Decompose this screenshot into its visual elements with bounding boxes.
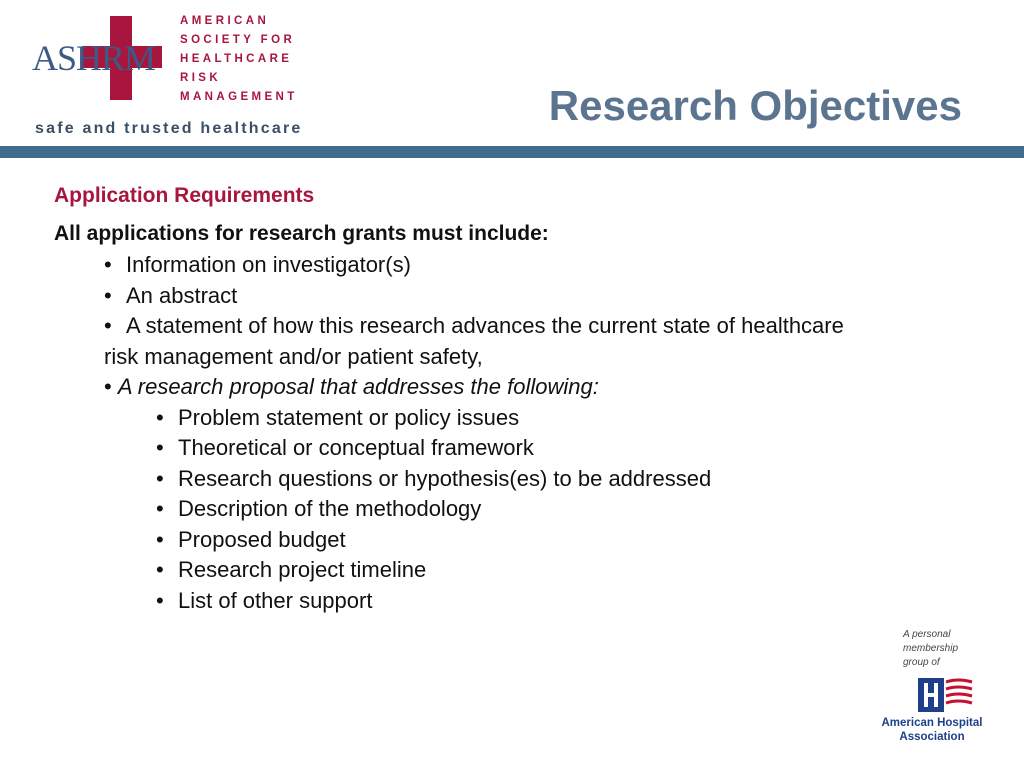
list-item (54, 281, 984, 312)
aha-logo (872, 676, 992, 748)
note-line: group of (903, 657, 940, 668)
lead-statement: All applications for research grants must include: (54, 222, 549, 245)
aha-name-line: Association (899, 731, 965, 743)
proposal-intro: A research proposal that addresses the following: (117, 374, 599, 399)
list-item-text: Research questions or hypothesis(es) to be addressed (178, 465, 712, 491)
list-item (54, 586, 984, 617)
proposal-list (54, 403, 984, 617)
title-divider (0, 146, 1024, 158)
list-item (54, 250, 984, 281)
list-item (54, 464, 984, 495)
list-item (54, 433, 984, 464)
org-name (180, 12, 298, 107)
bullet-icon: • (104, 252, 112, 277)
list-item-text: Proposed budget (178, 526, 346, 552)
logo-wordmark: ASHRM (32, 38, 156, 78)
aha-name (872, 716, 992, 744)
list-item (54, 555, 984, 586)
list-item-text: Information on investigator(s) (126, 252, 411, 277)
aha-name-line: American Hospital (881, 717, 983, 729)
tagline: safe and trusted healthcare (35, 120, 303, 137)
list-item-text: Description of the methodology (178, 496, 482, 521)
org-line: AMERICAN (180, 15, 270, 27)
list-item (54, 311, 984, 372)
bullet-icon: • (104, 374, 118, 399)
bullet-icon: • (156, 496, 164, 521)
org-line: RISK (180, 72, 222, 84)
hospital-h-flag-icon (918, 678, 974, 714)
bullet-icon: • (156, 587, 164, 613)
section-subheading: Application Requirements (54, 184, 315, 207)
bullet-icon: • (104, 282, 112, 308)
list-item (54, 494, 984, 525)
requirements-list (54, 250, 984, 403)
list-item (54, 403, 984, 434)
list-item-text: Research project timeline (178, 557, 427, 582)
bullet-icon: • (156, 404, 164, 430)
list-item (54, 372, 984, 403)
bullet-icon: • (156, 557, 164, 582)
list-item-text: Problem statement or policy issues (178, 404, 520, 430)
list-item-text: List of other support (178, 587, 373, 613)
slide-title: Research Objectives (548, 82, 962, 129)
list-item-text: A statement of how this research advances the current state of healthcare (126, 313, 844, 338)
bullet-icon: • (156, 435, 164, 460)
note-line: membership (903, 643, 959, 654)
slide-body (54, 184, 984, 616)
org-line: SOCIETY FOR (180, 34, 296, 46)
list-item (54, 525, 984, 556)
bullet-icon: • (104, 313, 112, 338)
list-item-text: An abstract (126, 282, 238, 308)
bullet-icon: • (156, 526, 164, 552)
org-line: MANAGEMENT (180, 91, 298, 103)
org-line: HEALTHCARE (180, 53, 293, 65)
note-line: A personal (903, 629, 951, 640)
bullet-icon: • (156, 465, 164, 491)
membership-note (903, 628, 958, 670)
list-item-text-continued: risk management and/or patient safety, (104, 343, 483, 369)
list-item-text: Theoretical or conceptual framework (178, 435, 534, 460)
